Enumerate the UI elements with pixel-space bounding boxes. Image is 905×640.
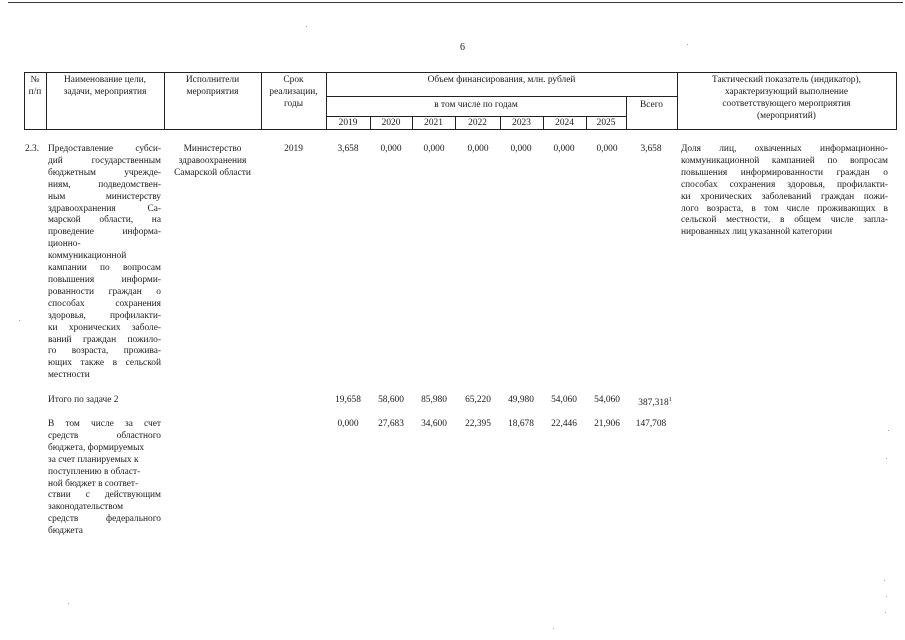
- total-cell: 387,318$^1$: [638, 397, 672, 409]
- value-cell: 22,395: [465, 419, 491, 429]
- value-cell: 0,000: [380, 144, 402, 154]
- year-header: 2021: [424, 118, 443, 128]
- value-cell: 54,060: [551, 395, 577, 405]
- scan-speck: [306, 26, 307, 27]
- year-header: 2022: [468, 118, 487, 128]
- value-cell: 58,600: [378, 395, 404, 405]
- header-number: № п/п: [28, 75, 42, 97]
- value-cell: 54,060: [594, 395, 620, 405]
- year-header: 2024: [555, 118, 574, 128]
- header-funding: Объем финансирования, млн. рублей: [427, 75, 576, 85]
- header-indicator: Тактический показатель (индикатор), характеризующий выполнение соответствующего мероприятия (мероприятий): [712, 75, 861, 121]
- value-cell: 22,446: [551, 419, 577, 429]
- value-cell: 21,906: [594, 419, 620, 429]
- total-cell: 147,708: [635, 419, 667, 429]
- header-total: Всего: [640, 100, 663, 110]
- scan-speck: [68, 603, 69, 604]
- scan-speck: [553, 628, 554, 629]
- table-right-border: [896, 72, 897, 129]
- row-indicator: Доля лиц, охваченных информационно- коммуникационной кампанией по вопросам повышения информированности граждан о способах сохранения здоровья, профилакти- ки хронических заболеваний граждан пожи- лого возраста, в том числе проживающих в сельской местности, в общем числе запла- нированных лиц указанной категории: [681, 144, 888, 238]
- header-name: Наименование цели, задачи, мероприятия: [63, 75, 147, 97]
- scan-speck: [19, 320, 20, 321]
- page-top-border: [8, 2, 903, 3]
- scan-speck: [886, 458, 887, 459]
- value-cell: 49,980: [508, 395, 534, 405]
- value-cell: 0,000: [553, 144, 575, 154]
- year-header: 2023: [512, 118, 531, 128]
- value-cell: 0,000: [337, 419, 359, 429]
- header-by-years: в том числе по годам: [434, 100, 518, 110]
- scan-speck: [885, 612, 886, 613]
- header-executors: Исполнители мероприятия: [185, 75, 240, 97]
- year-header: 2019: [338, 118, 358, 128]
- row-activity-name: Предоставление субси- дий государственным бюджетным учрежде- ниям, подведомствен- ным министерству здравоохранения Са- марской области, на проведение информа- ционно- коммуникационной кампании по вопросам повышения информи- рованности граждан о способах сохранения здоровья, профилакти- ки хронических заболе- ваний граждан пожило- го возраста, прожива- ющих также в сельской местности: [48, 144, 161, 381]
- total-cell: 3,658: [640, 144, 662, 154]
- value-cell: 0,000: [467, 144, 489, 154]
- scan-speck: [687, 44, 688, 45]
- value-cell: 65,220: [465, 395, 491, 405]
- value-cell: 0,000: [596, 144, 618, 154]
- table-header-bottom-line: [24, 129, 897, 130]
- funding-subheader-line: [326, 96, 677, 97]
- scan-speck: [886, 596, 887, 597]
- value-cell: 0,000: [510, 144, 532, 154]
- scan-speck: [888, 430, 889, 431]
- row-executor: Министерство здравоохранения Самарской области: [174, 144, 251, 178]
- value-cell: 27,683: [378, 419, 404, 429]
- year-header: 2020: [381, 118, 401, 128]
- value-cell: 34,600: [421, 419, 447, 429]
- row-term: 2019: [284, 144, 303, 154]
- year-header: 2025: [596, 118, 616, 128]
- total-row-label: Итого по задаче 2: [48, 395, 119, 405]
- value-cell: 3,658: [337, 144, 359, 154]
- value-cell: 18,678: [508, 419, 534, 429]
- table-top-line: [24, 72, 897, 73]
- header-term: Срок реализации, годы: [269, 75, 318, 109]
- value-cell: 85,980: [421, 395, 447, 405]
- value-cell: 0,000: [423, 144, 445, 154]
- page-number: 6: [460, 42, 465, 53]
- value-cell: 19,658: [335, 395, 361, 405]
- sub-row-label: В том числе за счет средств областного бюджета, формируемых за счет планируемых к поступлению в област- ной бюджет в соответ- ствии с действующим законодательством средств федерального бюджета: [48, 419, 161, 537]
- footnote-mark: 1: [668, 397, 672, 403]
- row-number: 2.3.: [25, 144, 40, 154]
- scan-speck: [884, 580, 885, 581]
